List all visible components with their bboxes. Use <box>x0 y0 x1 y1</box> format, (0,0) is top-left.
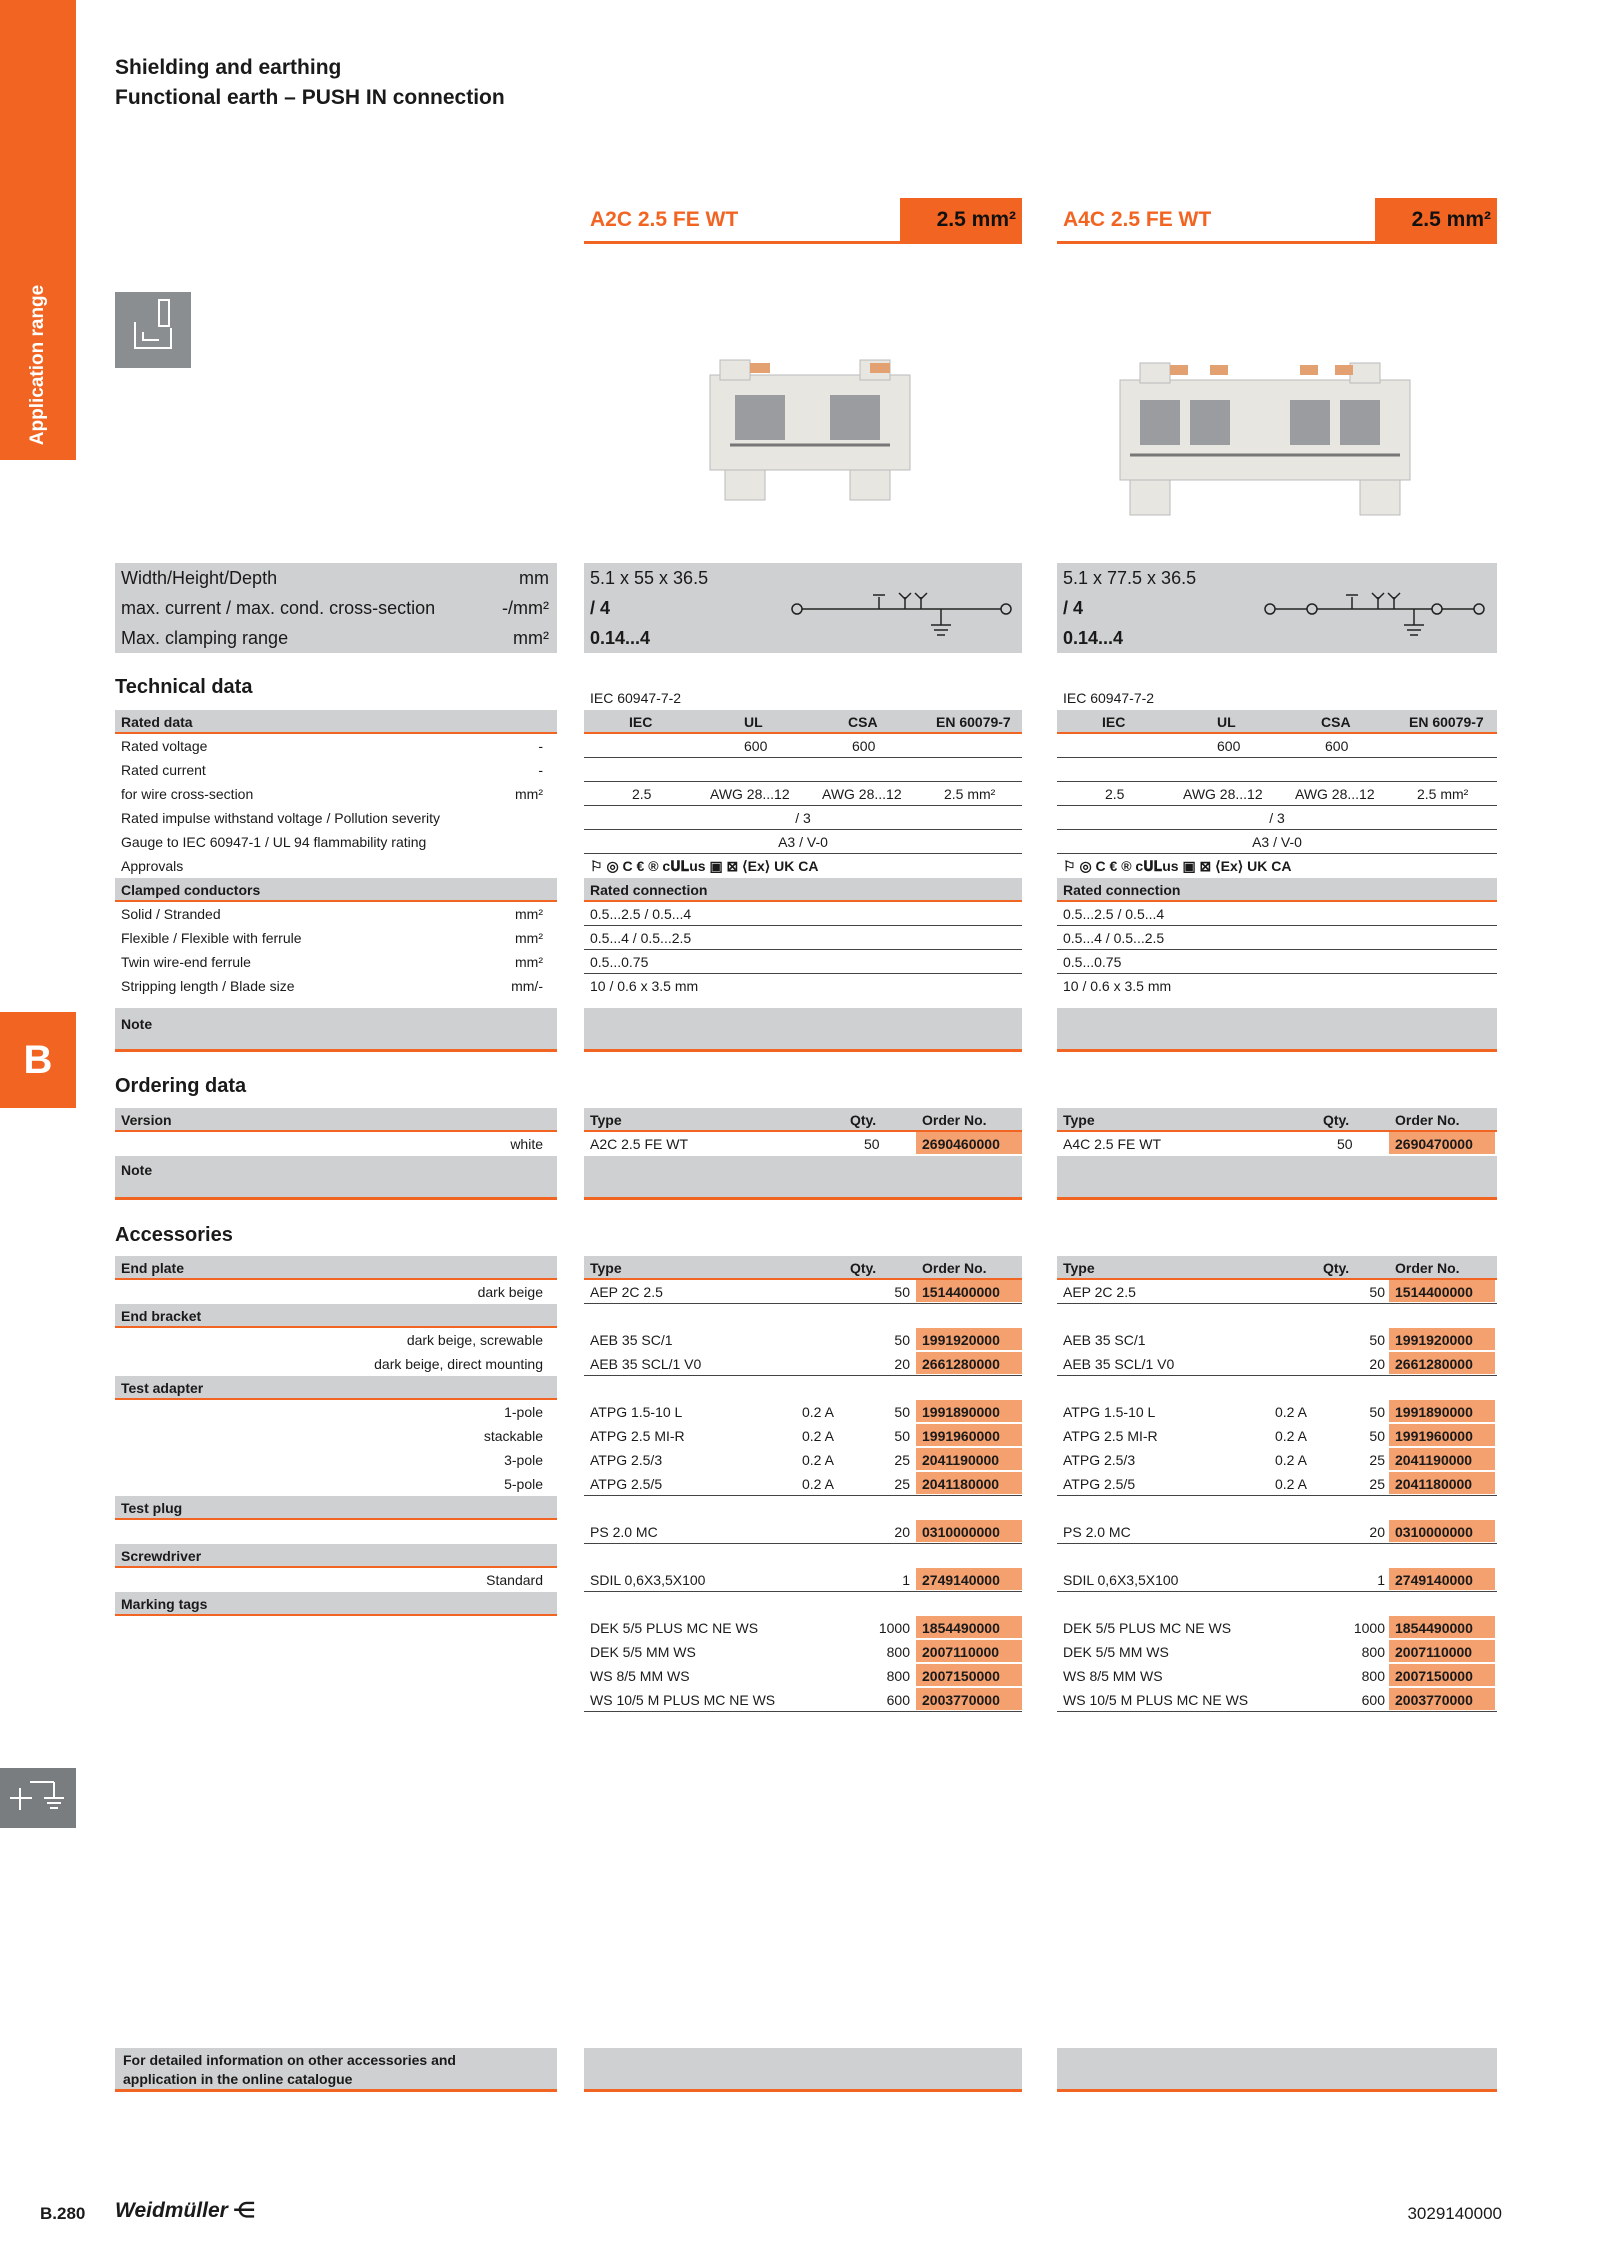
order-row-1: A2C 2.5 FE WT 50 2690460000 <box>584 1132 1022 1156</box>
accessory-qty: 800 <box>886 1644 910 1660</box>
accessory-row <box>1057 1568 1497 1592</box>
stripping-val-1: 10 / 0.6 x 3.5 mm <box>590 978 699 994</box>
accessory-type: ATPG 2.5/3 <box>1063 1452 1136 1468</box>
accessory-row <box>584 1664 1022 1688</box>
accessory-row <box>584 1352 1022 1376</box>
accessory-row <box>1057 1640 1497 1664</box>
test-adapter-header: Test adapter <box>115 1376 557 1400</box>
accessory-row <box>584 1568 1022 1592</box>
solid-val-2: 0.5...2.5 / 0.5...4 <box>1057 902 1497 926</box>
brand-mark-icon: ⋲ <box>233 2199 255 2222</box>
order-row-2: A4C 2.5 FE WT 50 2690470000 <box>1057 1132 1497 1156</box>
document-code: 3029140000 <box>1407 2204 1502 2223</box>
page-title-line2: Functional earth – PUSH IN connection <box>115 86 505 109</box>
flexible-val-2: 0.5...4 / 0.5...2.5 <box>1057 926 1497 950</box>
cross-row-1: 2.5 AWG 28...12 AWG 28...12 2.5 mm² <box>584 782 1022 806</box>
accessory-type: WS 8/5 MM WS <box>590 1668 690 1684</box>
solid-label: Solid / Stranded mm² <box>121 906 543 922</box>
accessory-row <box>584 1640 1022 1664</box>
order-number: 2007150000 <box>916 1664 1022 1686</box>
rated-current-label: Rated current - <box>121 762 543 778</box>
accessory-row <box>584 1328 1022 1352</box>
accessory-rating: 0.2 A <box>802 1428 834 1444</box>
rated-voltage-label: Rated voltage - <box>121 738 543 754</box>
order-number: 1991920000 <box>1389 1328 1495 1350</box>
accessory-row <box>1057 1616 1497 1640</box>
twin-label: Twin wire-end ferrule mm² <box>121 954 543 970</box>
version-color: white <box>510 1136 543 1152</box>
gauge-row-1: A3 / V-0 <box>584 830 1022 854</box>
stripping-val-2: 10 / 0.6 x 3.5 mm <box>1063 978 1172 994</box>
spec-labels-band: Width/Height/Depth mm max. current / max. cond. cross-section -/mm² Max. clamping range mm² <box>115 563 557 653</box>
end-bracket-variant-2: dark beige, direct mounting <box>374 1356 543 1372</box>
note-box-1 <box>584 1008 1022 1052</box>
accessory-rating: 0.2 A <box>802 1476 834 1492</box>
accessory-row <box>584 1520 1022 1544</box>
accessory-rating: 0.2 A <box>802 1404 834 1420</box>
accessory-row <box>1057 1664 1497 1688</box>
accessory-type: AEB 35 SCL/1 V0 <box>1063 1356 1175 1372</box>
ordering-data-title: Ordering data <box>115 1075 247 1097</box>
order-number: 1514400000 <box>916 1280 1022 1302</box>
accessory-qty: 50 <box>1369 1284 1385 1300</box>
order-number: 1991960000 <box>916 1424 1022 1446</box>
footer-box-1 <box>584 2048 1022 2092</box>
accessory-type: SDIL 0,6X3,5X100 <box>1063 1572 1179 1588</box>
order-number: 1514400000 <box>1389 1280 1495 1302</box>
current-row-2 <box>1057 758 1497 782</box>
accessory-qty: 800 <box>886 1668 910 1684</box>
test-plug-header: Test plug <box>115 1496 557 1520</box>
order-number: 2007110000 <box>916 1640 1022 1662</box>
standard-2: IEC 60947-7-2 <box>1063 690 1155 706</box>
accessory-type: AEB 35 SC/1 <box>590 1332 673 1348</box>
order-number: 2749140000 <box>1389 1568 1495 1590</box>
order-number: 2690460000 <box>916 1132 1022 1154</box>
twin-val-1: 0.5...0.75 <box>584 950 1022 974</box>
accessory-row <box>584 1448 1022 1472</box>
accessory-rating: 0.2 A <box>1275 1452 1307 1468</box>
order-number: 2003770000 <box>1389 1688 1495 1710</box>
accessory-qty: 600 <box>1361 1692 1385 1708</box>
accessory-rating: 0.2 A <box>1275 1404 1307 1420</box>
order-number: 2661280000 <box>916 1352 1022 1374</box>
order-number: 2041190000 <box>1389 1448 1495 1470</box>
accessory-row <box>584 1616 1022 1640</box>
accessory-row <box>584 1280 1022 1304</box>
accessory-qty: 25 <box>1369 1476 1385 1492</box>
order-number: 2041180000 <box>916 1472 1022 1494</box>
accessory-qty: 25 <box>894 1476 910 1492</box>
accessory-qty: 50 <box>894 1284 910 1300</box>
footer-box-2 <box>1057 2048 1497 2092</box>
order-number: 2661280000 <box>1389 1352 1495 1374</box>
order-header-2: Type Qty. Order No. <box>1057 1108 1497 1132</box>
gauge-row-2: A3 / V-0 <box>1057 830 1497 854</box>
accessory-qty: 50 <box>1369 1404 1385 1420</box>
rated-connection-2: Rated connection <box>1057 878 1497 902</box>
approval-marks-1: ⚐ ◎ C € ® c𝐔𝐋us ▣ ⊠ ⟨Ex⟩ UK CA <box>590 858 819 874</box>
accessory-row <box>584 1688 1022 1712</box>
accessory-qty: 20 <box>1369 1524 1385 1540</box>
accessory-row <box>1057 1400 1497 1424</box>
test-adapter-1pole: 1-pole <box>504 1404 543 1420</box>
note-box: Note <box>115 1008 557 1052</box>
accessory-row <box>1057 1448 1497 1472</box>
order-number: 1854490000 <box>916 1616 1022 1638</box>
impulse-label: Rated impulse withstand voltage / Pollution severity <box>121 810 441 826</box>
accessory-type: DEK 5/5 MM WS <box>590 1644 696 1660</box>
flexible-label: Flexible / Flexible with ferrule mm² <box>121 930 543 946</box>
rated-connection-1: Rated connection <box>584 878 1022 902</box>
technical-data-title: Technical data <box>115 676 253 698</box>
brand-logo: Weidmüller ⋲ <box>115 2199 255 2222</box>
accessory-type: AEP 2C 2.5 <box>590 1284 663 1300</box>
accessory-qty: 600 <box>886 1692 910 1708</box>
approvals-label: Approvals <box>121 858 184 874</box>
accessories-header: Type Qty. Order No. <box>584 1256 1022 1280</box>
page-title-line1: Shielding and earthing <box>115 56 342 79</box>
order-number: 2041190000 <box>916 1448 1022 1470</box>
accessory-row <box>1057 1472 1497 1496</box>
order-number: 1991960000 <box>1389 1424 1495 1446</box>
accessory-qty: 50 <box>894 1404 910 1420</box>
order-number: 2041180000 <box>1389 1472 1495 1494</box>
accessory-qty: 20 <box>1369 1356 1385 1372</box>
accessory-qty: 1000 <box>1353 1620 1385 1636</box>
accessory-type: ATPG 1.5-10 L <box>1063 1404 1156 1420</box>
accessory-type: ATPG 2.5/5 <box>1063 1476 1136 1492</box>
accessory-qty: 800 <box>1361 1644 1385 1660</box>
order-number: 1854490000 <box>1389 1616 1495 1638</box>
order-number: 2007110000 <box>1389 1640 1495 1662</box>
impulse-row-2: / 3 <box>1057 806 1497 830</box>
accessory-row <box>584 1424 1022 1448</box>
section-letter: B <box>0 1012 76 1108</box>
end-bracket-header: End bracket <box>115 1304 557 1328</box>
accessories-column-2 <box>1057 1256 1497 1706</box>
cert-header-1: IEC UL CSA EN 60079-7 <box>584 710 1022 734</box>
solid-val-1: 0.5...2.5 / 0.5...4 <box>584 902 1022 926</box>
accessory-row <box>1057 1688 1497 1712</box>
ordering-note-box: Note <box>115 1156 557 1200</box>
accessory-qty: 50 <box>894 1428 910 1444</box>
accessory-type: ATPG 2.5 MI-R <box>590 1428 685 1444</box>
accessory-qty: 20 <box>894 1356 910 1372</box>
accessory-row <box>1057 1424 1497 1448</box>
online-catalogue-note: For detailed information on other accessories and application in the online catalogue <box>115 2048 557 2092</box>
accessory-type: PS 2.0 MC <box>590 1524 658 1540</box>
approval-marks-2: ⚐ ◎ C € ® c𝐔𝐋us ▣ ⊠ ⟨Ex⟩ UK CA <box>1063 858 1292 874</box>
accessory-qty: 1000 <box>878 1620 910 1636</box>
accessory-qty: 50 <box>894 1332 910 1348</box>
gauge-label: Gauge to IEC 60947-1 / UL 94 flammability rating <box>121 834 427 850</box>
end-bracket-variant-1: dark beige, screwable <box>406 1332 543 1348</box>
accessory-type: WS 10/5 M PLUS MC NE WS <box>590 1692 776 1708</box>
product-header-1: A2C 2.5 FE WT 2.5 mm² <box>584 198 1022 244</box>
order-number: 2690470000 <box>1389 1132 1495 1154</box>
accessory-type: AEB 35 SC/1 <box>1063 1332 1146 1348</box>
cross-row-2: 2.5 AWG 28...12 AWG 28...12 2.5 mm² <box>1057 782 1497 806</box>
impulse-row-1: / 3 <box>584 806 1022 830</box>
screwdriver-variant: Standard <box>486 1572 543 1588</box>
test-adapter-3pole: 3-pole <box>504 1452 543 1468</box>
cert-header-2: IEC UL CSA EN 60079-7 <box>1057 710 1497 734</box>
accessories-header: Type Qty. Order No. <box>1057 1256 1497 1280</box>
accessory-qty: 20 <box>894 1524 910 1540</box>
current-row-1 <box>584 758 1022 782</box>
accessory-row <box>584 1400 1022 1424</box>
order-number: 1991920000 <box>916 1328 1022 1350</box>
marking-tags-header: Marking tags <box>115 1592 557 1616</box>
note-box-2 <box>1057 1008 1497 1052</box>
order-number: 2007150000 <box>1389 1664 1495 1686</box>
product-image-a2c <box>700 355 920 515</box>
voltage-row-2: 600 600 <box>1057 734 1497 758</box>
page-number: B.280 <box>40 2204 86 2223</box>
wire-connection-icon <box>115 292 191 368</box>
accessory-rating: 0.2 A <box>1275 1476 1307 1492</box>
accessory-type: ATPG 2.5 MI-R <box>1063 1428 1158 1444</box>
order-note-1 <box>584 1156 1022 1200</box>
accessory-rating: 0.2 A <box>802 1452 834 1468</box>
accessory-type: AEB 35 SCL/1 V0 <box>590 1356 702 1372</box>
circuit-diagram-icon <box>1262 591 1487 641</box>
accessory-row <box>1057 1328 1497 1352</box>
order-number: 2003770000 <box>916 1688 1022 1710</box>
accessory-type: AEP 2C 2.5 <box>1063 1284 1136 1300</box>
accessory-type: SDIL 0,6X3,5X100 <box>590 1572 706 1588</box>
accessory-qty: 1 <box>902 1572 910 1588</box>
accessory-type: WS 8/5 MM WS <box>1063 1668 1163 1684</box>
accessory-qty: 25 <box>1369 1452 1385 1468</box>
order-number: 2749140000 <box>916 1568 1022 1590</box>
standard-1: IEC 60947-7-2 <box>590 690 682 706</box>
accessory-qty: 50 <box>1369 1428 1385 1444</box>
end-plate-header: End plate <box>115 1256 557 1280</box>
product-header-2: A4C 2.5 FE WT 2.5 mm² <box>1057 198 1497 244</box>
accessory-type: ATPG 1.5-10 L <box>590 1404 683 1420</box>
clamped-conductors-header: Clamped conductors <box>115 878 557 902</box>
accessory-qty: 50 <box>1369 1332 1385 1348</box>
accessory-type: WS 10/5 M PLUS MC NE WS <box>1063 1692 1249 1708</box>
accessory-type: ATPG 2.5/3 <box>590 1452 663 1468</box>
accessory-qty: 1 <box>1377 1572 1385 1588</box>
accessory-qty: 800 <box>1361 1668 1385 1684</box>
twin-val-2: 0.5...0.75 <box>1057 950 1497 974</box>
wire-cross-label: for wire cross-section mm² <box>121 786 543 802</box>
accessory-row <box>1057 1352 1497 1376</box>
side-label: Application range <box>27 284 48 446</box>
accessory-type: DEK 5/5 PLUS MC NE WS <box>1063 1620 1232 1636</box>
order-header-1: Type Qty. Order No. <box>584 1108 1022 1132</box>
accessories-title: Accessories <box>115 1224 233 1246</box>
order-note-2 <box>1057 1156 1497 1200</box>
screwdriver-header: Screwdriver <box>115 1544 557 1568</box>
product-image-a4c <box>1110 355 1420 535</box>
order-number: 1991890000 <box>1389 1400 1495 1422</box>
accessory-type: DEK 5/5 PLUS MC NE WS <box>590 1620 759 1636</box>
accessory-row <box>1057 1280 1497 1304</box>
stripping-label: Stripping length / Blade size mm/- <box>121 978 543 994</box>
rated-data-header: Rated data <box>115 710 557 734</box>
test-adapter-5pole: 5-pole <box>504 1476 543 1492</box>
order-number: 1991890000 <box>916 1400 1022 1422</box>
accessory-type: ATPG 2.5/5 <box>590 1476 663 1492</box>
end-plate-variant: dark beige <box>477 1284 543 1300</box>
accessories-column-1 <box>584 1256 1022 1706</box>
earth-symbol-icon <box>0 1768 76 1828</box>
accessory-row <box>584 1472 1022 1496</box>
accessory-rating: 0.2 A <box>1275 1428 1307 1444</box>
accessory-type: DEK 5/5 MM WS <box>1063 1644 1169 1660</box>
order-number: 0310000000 <box>916 1520 1022 1542</box>
accessory-row <box>1057 1520 1497 1544</box>
version-header: Version <box>115 1108 557 1132</box>
accessory-qty: 25 <box>894 1452 910 1468</box>
order-number: 0310000000 <box>1389 1520 1495 1542</box>
spec-values-2: 5.1 x 77.5 x 36.5 / 4 0.14...4 <box>1057 563 1497 653</box>
accessory-type: PS 2.0 MC <box>1063 1524 1131 1540</box>
test-adapter-stackable: stackable <box>483 1428 543 1444</box>
circuit-diagram-icon <box>789 591 1014 641</box>
voltage-row-1: 600 600 <box>584 734 1022 758</box>
spec-values-1: 5.1 x 55 x 36.5 / 4 0.14...4 <box>584 563 1022 653</box>
flexible-val-1: 0.5...4 / 0.5...2.5 <box>584 926 1022 950</box>
